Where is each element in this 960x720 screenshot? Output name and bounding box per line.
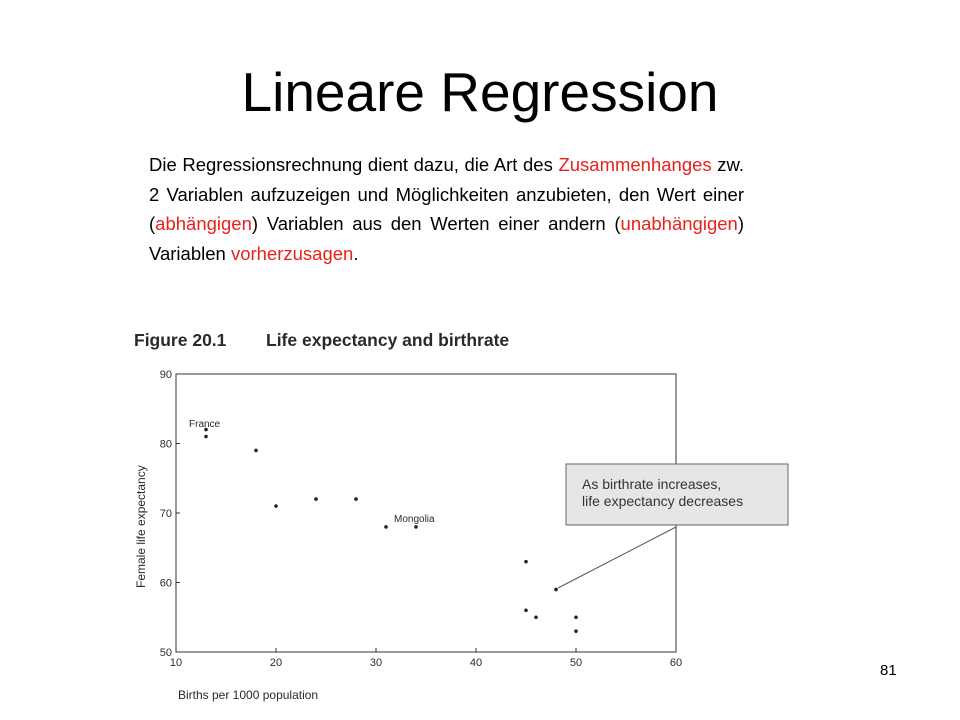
slide-title: Lineare Regression xyxy=(241,61,719,123)
point-label-mongolia: Mongolia xyxy=(394,514,435,525)
figure-number: Figure 20.1 xyxy=(134,330,227,350)
x-tick-label: 40 xyxy=(469,657,483,669)
data-point xyxy=(524,609,528,613)
callout-line-1: As birthrate increases, xyxy=(582,476,722,492)
data-point xyxy=(574,615,578,619)
chart-points xyxy=(204,428,578,633)
y-tick-label: 60 xyxy=(159,577,172,590)
data-point xyxy=(524,560,528,564)
x-tick-label: 20 xyxy=(269,657,283,669)
text-segment: ) Variablen xyxy=(149,213,744,264)
data-point xyxy=(574,629,578,633)
x-tick-label: 30 xyxy=(369,657,383,669)
text-segment: . xyxy=(353,242,359,264)
point-label-france: France xyxy=(189,419,221,430)
text-segment: Die Regressionsrechnung dient dazu, die Art des xyxy=(149,154,559,175)
data-point xyxy=(354,497,358,501)
text-segment: ) Variablen aus den Werten einer andern ( xyxy=(251,213,621,234)
data-point xyxy=(274,504,278,508)
highlight-abhaengigen: abhängigen xyxy=(155,213,252,234)
data-point xyxy=(534,615,538,619)
y-tick-label: 70 xyxy=(159,508,172,520)
callout-line-2: life expectancy decreases xyxy=(582,493,744,509)
highlight-unabhaengigen: unabhängigen xyxy=(620,213,738,234)
data-point xyxy=(314,497,318,501)
figure-caption: Life expectancy and birthrate xyxy=(266,330,510,350)
y-axis-label: Female life expectancy xyxy=(134,465,148,588)
y-tick-label: 90 xyxy=(159,369,172,381)
data-point xyxy=(384,525,388,529)
x-axis-label: Births per 1000 population xyxy=(178,688,319,702)
data-point xyxy=(554,588,558,592)
y-tick-label: 80 xyxy=(159,438,172,451)
data-point xyxy=(414,525,418,529)
x-tick-label: 50 xyxy=(569,657,583,669)
x-tick-label: 10 xyxy=(169,657,183,669)
data-point xyxy=(204,435,208,439)
page-number: 81 xyxy=(880,662,897,679)
data-point xyxy=(254,449,258,453)
text-segment: zw. 2 Variablen aufzuzeigen und Möglichkeiten anzubieten, den Wert einer ( xyxy=(149,154,744,234)
y-tick-label: 50 xyxy=(159,647,172,659)
x-tick-label: 60 xyxy=(669,657,683,669)
highlight-vorherzusagen: vorherzusagen xyxy=(230,242,354,264)
highlight-zusammenhanges: Zusammenhanges xyxy=(558,154,712,175)
callout-leader-line xyxy=(558,527,676,588)
